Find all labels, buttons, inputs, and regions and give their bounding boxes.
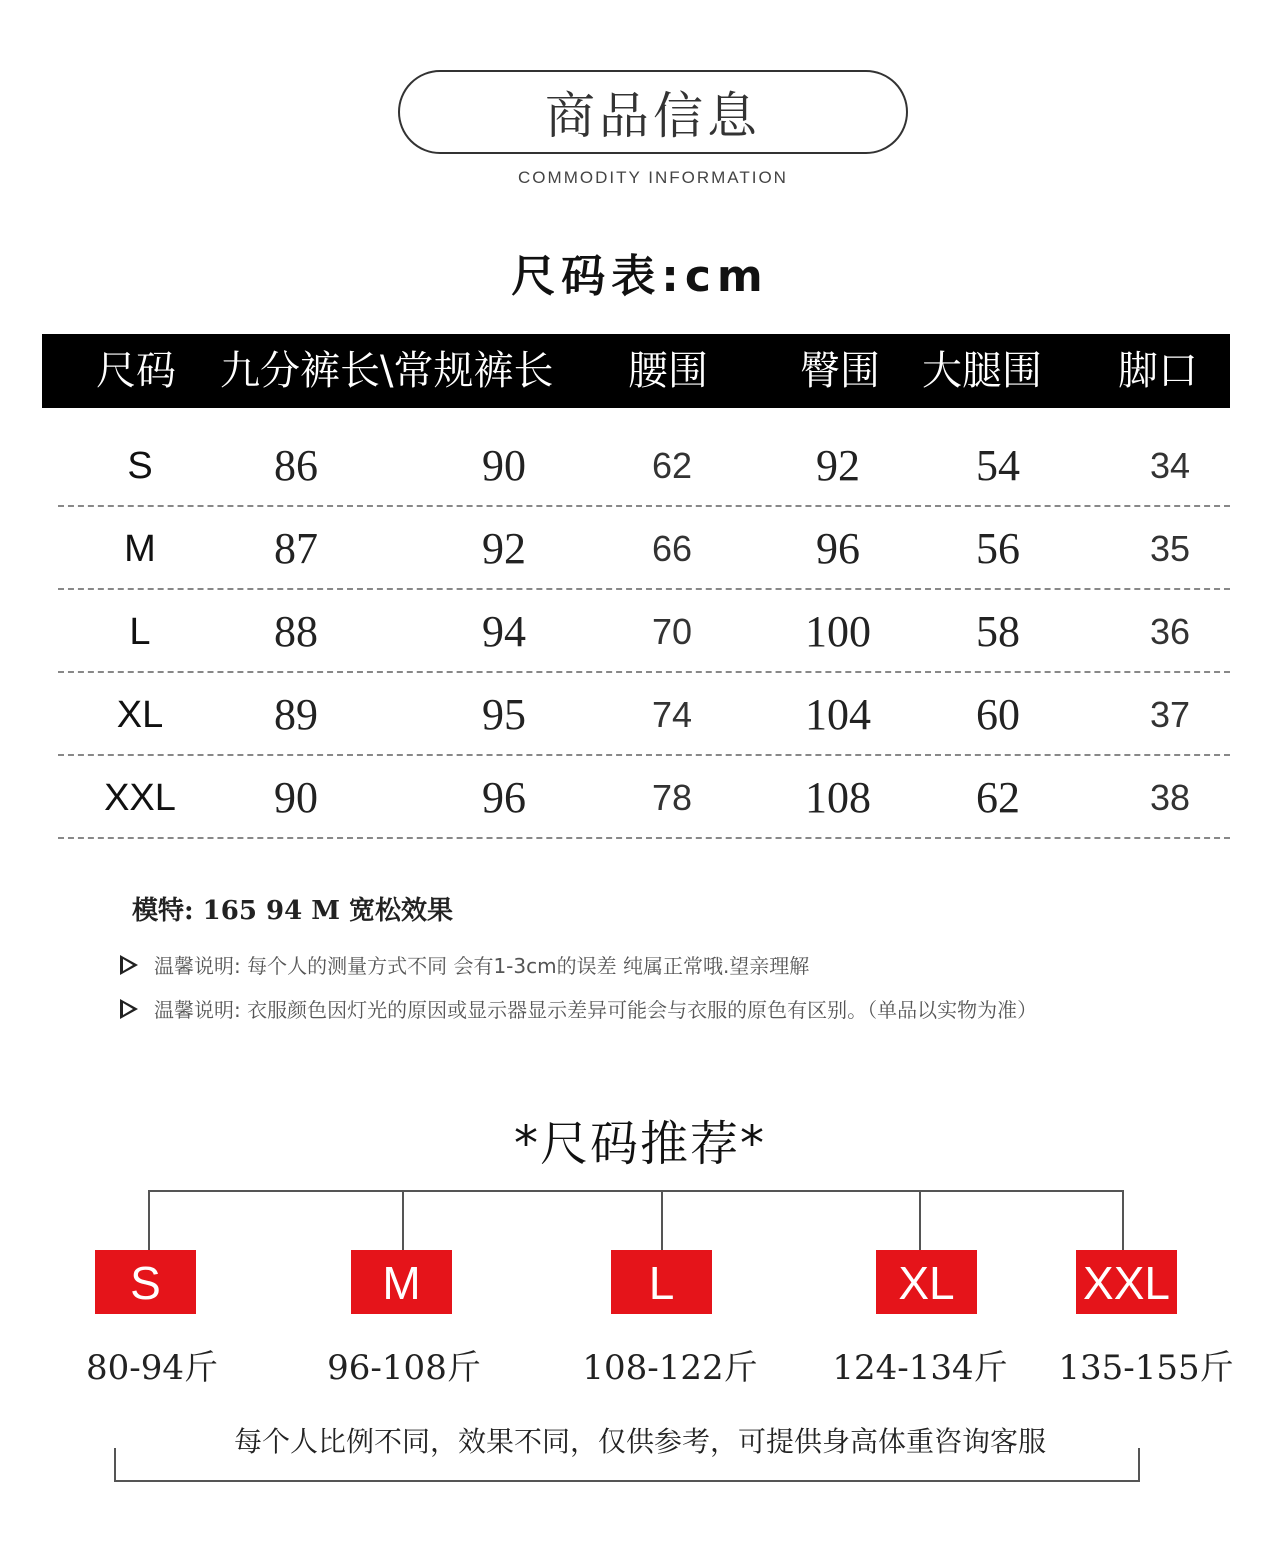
size-badge-xl: XL <box>876 1250 977 1314</box>
table-row <box>58 588 1230 673</box>
cell-ninth-length: 90 <box>274 773 318 822</box>
header-pill <box>398 70 908 154</box>
cell-regular-length: 94 <box>482 607 526 656</box>
tree-branch <box>402 1190 404 1250</box>
cell-size: L <box>129 611 151 653</box>
tree-connector <box>148 1190 1124 1192</box>
cell-ninth-length: 88 <box>274 607 318 656</box>
col-header-thigh: 大腿围 <box>922 348 1042 394</box>
cell-hip: 96 <box>816 524 860 573</box>
tree-branch <box>148 1190 150 1250</box>
tip-text: 温馨说明: 衣服颜色因灯光的原因或显示器显示差异可能会与衣服的原色有区别。（单品以实物为准） <box>154 998 1038 1022</box>
tree-branch <box>919 1190 921 1250</box>
tree-branch <box>1122 1190 1124 1250</box>
tip-note <box>120 994 1037 1023</box>
cell-size: XL <box>116 694 164 736</box>
weight-range: 96-108斤 <box>327 1348 481 1388</box>
model-note: 模特: 165 94 M 宽松效果 <box>132 896 454 926</box>
cell-hem: 37 <box>1149 694 1191 735</box>
weight-range: 108-122斤 <box>582 1348 758 1388</box>
table-row <box>58 671 1230 756</box>
cell-hem: 38 <box>1149 777 1191 818</box>
size-badge-l: L <box>611 1250 712 1314</box>
size-table-title: 尺码表:cm <box>511 251 769 302</box>
cell-regular-length: 92 <box>482 524 526 573</box>
size-badge-m: M <box>351 1250 452 1314</box>
cell-ninth-length: 86 <box>274 441 318 490</box>
size-badge-s: S <box>95 1250 196 1314</box>
bracket-right <box>1138 1448 1140 1482</box>
cell-waist: 70 <box>651 611 693 652</box>
col-header-length: 九分裤长\常规裤长 <box>220 348 554 394</box>
cell-waist: 66 <box>651 528 693 569</box>
tip-note <box>120 950 809 979</box>
col-header-size: 尺码 <box>96 348 176 394</box>
cell-thigh: 58 <box>976 607 1020 656</box>
cell-thigh: 62 <box>976 773 1020 822</box>
recommendation-title: *尺码推荐* <box>513 1116 766 1172</box>
bracket-bottom <box>114 1480 1140 1482</box>
cell-size: S <box>127 445 153 487</box>
tree-branch <box>661 1190 663 1250</box>
cell-hip: 100 <box>805 607 871 656</box>
cell-waist: 62 <box>651 445 693 486</box>
cell-thigh: 54 <box>976 441 1020 490</box>
cell-ninth-length: 87 <box>274 524 318 573</box>
cell-hem: 34 <box>1149 445 1191 486</box>
play-triangle-icon <box>120 955 138 975</box>
page-subtitle: COMMODITY INFORMATION <box>518 168 788 187</box>
cell-hip: 104 <box>805 690 871 739</box>
cell-hem: 35 <box>1149 528 1191 569</box>
cell-thigh: 56 <box>976 524 1020 573</box>
cell-size: XXL <box>104 777 176 819</box>
size-table-header <box>42 334 1230 408</box>
cell-hip: 92 <box>816 441 860 490</box>
cell-regular-length: 90 <box>482 441 526 490</box>
weight-range: 124-134斤 <box>832 1348 1008 1388</box>
bracket-left <box>114 1448 116 1482</box>
cell-hem: 36 <box>1149 611 1191 652</box>
play-triangle-icon <box>120 999 138 1019</box>
cell-thigh: 60 <box>976 690 1020 739</box>
weight-range: 135-155斤 <box>1058 1348 1234 1388</box>
table-row <box>58 422 1230 507</box>
size-badge-xxl: XXL <box>1076 1250 1177 1314</box>
cell-regular-length: 95 <box>482 690 526 739</box>
cell-ninth-length: 89 <box>274 690 318 739</box>
col-header-hem: 脚口 <box>1118 348 1198 394</box>
col-header-hip: 臀围 <box>800 348 880 394</box>
cell-waist: 78 <box>651 777 693 818</box>
col-header-waist: 腰围 <box>628 348 708 394</box>
table-row <box>58 754 1230 839</box>
cell-waist: 74 <box>651 694 693 735</box>
tip-text: 温馨说明: 每个人的测量方式不同 会有1-3cm的误差 纯属正常哦.望亲理解 <box>154 954 810 978</box>
cell-regular-length: 96 <box>482 773 526 822</box>
page-title: 商品信息 <box>545 87 761 145</box>
cell-hip: 108 <box>805 773 871 822</box>
cell-size: M <box>124 528 156 570</box>
weight-range: 80-94斤 <box>85 1348 218 1388</box>
table-row <box>58 505 1230 590</box>
recommendation-disclaimer: 每个人比例不同，效果不同，仅供参考，可提供身高体重咨询客服 <box>233 1425 1046 1458</box>
